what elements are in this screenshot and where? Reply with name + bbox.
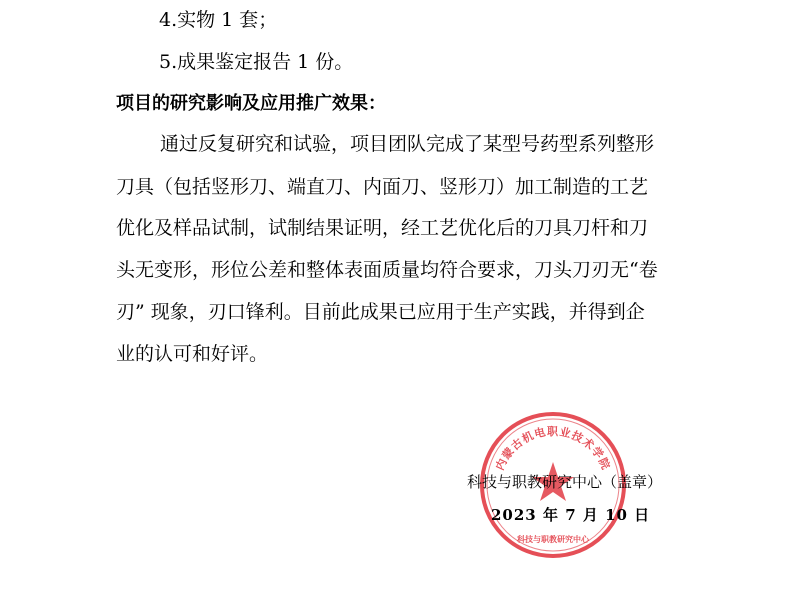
paragraph-line: 优化及样品试制，试制结果证明，经工艺优化后的刀具刀杆和刀 xyxy=(116,217,649,239)
svg-text:科技与职教研究中心: 科技与职教研究中心 xyxy=(517,535,589,544)
signature-organization: 科技与职教研究中心（盖章） xyxy=(467,473,663,491)
paragraph-line: 头无变形，形位公差和整体表面质量均符合要求，刀头刀刃无“卷 xyxy=(116,259,658,281)
attachment-item-5: 5.成果鉴定报告 1 份。 xyxy=(159,51,354,73)
paragraph-line: 刃” 现象，刃口锋利。目前此成果已应用于生产实践，并得到企 xyxy=(116,301,645,323)
signature-date: 2023 年 7 月 10 日 xyxy=(491,506,651,524)
attachment-item-4: 4.实物 1 套； xyxy=(159,9,278,31)
svg-text:内蒙古机电职业技术学院: 内蒙古机电职业技术学院 xyxy=(493,425,613,473)
paragraph-line: 刀具（包括竖形刀、端直刀、内面刀、竖形刀）加工制造的工艺 xyxy=(116,176,649,198)
paragraph-line: 业的认可和好评。 xyxy=(116,343,269,365)
section-heading: 项目的研究影响及应用推广效果： xyxy=(116,93,386,114)
paragraph-line: 通过反复研究和试验，项目团队完成了某型号药型系列整形 xyxy=(160,133,655,155)
